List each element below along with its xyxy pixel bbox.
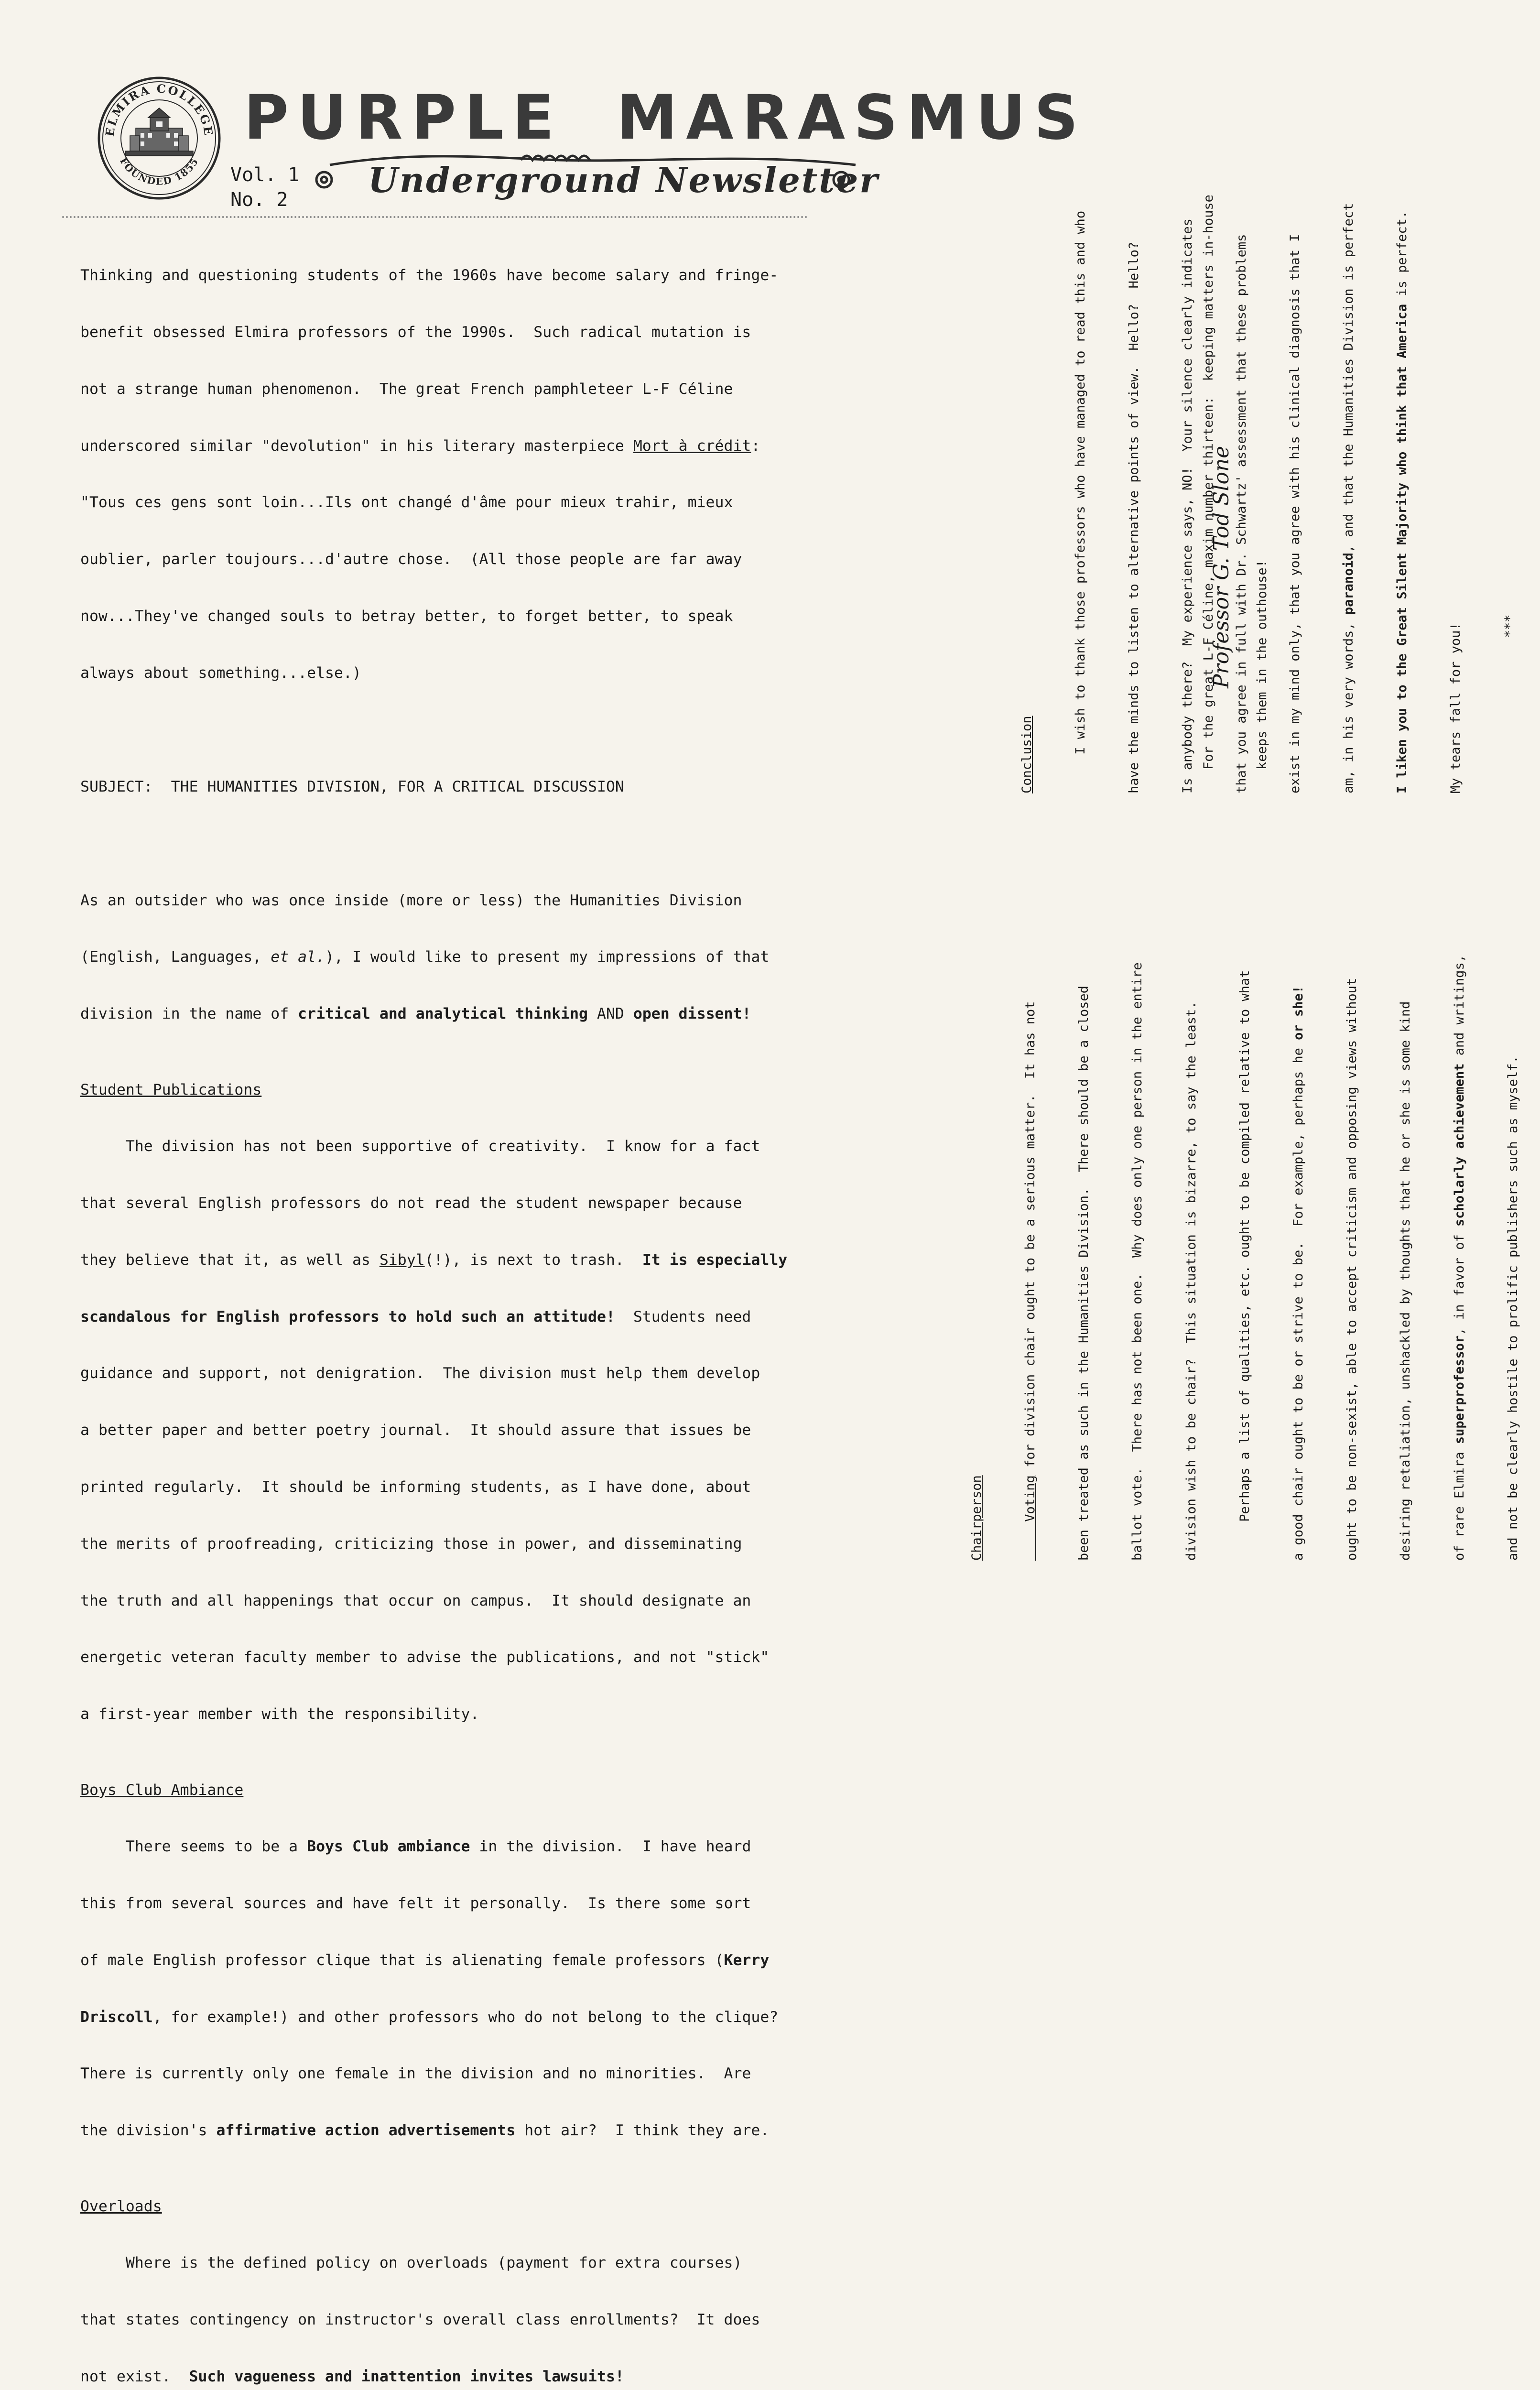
- body-line: that states contingency on instructor's overall class enrollments? It does: [80, 2311, 760, 2329]
- bold-text: Kerry: [724, 1951, 770, 1969]
- sibyl-title: Sibyl: [379, 1251, 425, 1269]
- text: they believe that it, as well as: [80, 1251, 380, 1269]
- body-line: [80, 1837, 826, 1857]
- heading-boys-club: Boys Club Ambiance: [80, 1781, 244, 1799]
- body-line: and not be clearly hostile to prolific publishers such as myself.: [1505, 1055, 1520, 1561]
- subject-line: SUBJECT: THE HUMANITIES DIVISION, FOR A CRITICAL DISCUSSION: [80, 778, 624, 795]
- text: a good chair ought to be or strive to be. For example, perhaps he: [1291, 1040, 1306, 1561]
- body-line: I wish to thank those professors who have managed to read this and who: [1073, 210, 1088, 793]
- text: and writings,: [1452, 955, 1467, 1064]
- intro-line: "Tous ces gens sont loin...Ils ont changé d'âme pour mieux trahir, mieux: [80, 494, 733, 511]
- body-line: that you agree in full with Dr. Schwartz' assessment that these problems: [1234, 234, 1249, 793]
- body-line: Perhaps a list of qualities, etc. ought to be compiled relative to what: [1237, 970, 1252, 1561]
- bold-text: It is especially: [642, 1251, 788, 1269]
- text: of rare Elmira: [1452, 1444, 1467, 1561]
- body-line: My tears fall for you!: [1448, 622, 1464, 793]
- bold-text: scandalous for English professors to hold such an attitude!: [80, 1308, 615, 1325]
- text: in the division. I have heard: [470, 1838, 751, 1856]
- body-line: a better paper and better poetry journal. It should assure that issues be: [80, 1422, 751, 1439]
- body-line: [80, 1251, 826, 1270]
- et-al: et al.: [271, 948, 325, 966]
- body-line: [80, 1951, 826, 1970]
- body-line: [80, 1308, 826, 1327]
- body-line: There is currently only one female in the division and no minorities. Are: [80, 2065, 751, 2083]
- text: AND: [588, 1005, 633, 1023]
- body-line: energetic veteran faculty member to advise the publications, and not "stick": [80, 1649, 770, 1666]
- body-line: [1021, 805, 1039, 1561]
- body-line: Where is the defined policy on overloads (payment for extra courses): [80, 2254, 742, 2272]
- body-line: ballot vote. There has not been one. Why does only one person in the entire: [1130, 962, 1145, 1561]
- body-line: been treated as such in the Humanities Division. There should be a closed: [1076, 986, 1092, 1561]
- bold-text: open dissent!: [633, 1005, 751, 1023]
- body-line: [80, 2008, 826, 2027]
- intro-line: oublier, parler toujours...d'autre chose. (All those people are far away: [80, 551, 742, 568]
- subtitle: Underground Newsletter: [368, 160, 879, 200]
- text: (!), is next to trash.: [424, 1251, 642, 1269]
- svg-text:FOUNDED 1855: [118, 156, 201, 187]
- bold-text: paranoid: [1341, 553, 1356, 615]
- body-line: guidance and support, not denigration. The division must help them develop: [80, 1365, 760, 1382]
- chairperson-column: [932, 805, 1540, 1561]
- text: of male English professor clique that is alienating female professors (: [80, 1951, 724, 1969]
- seal-text-bottom: FOUNDED 1855: [118, 155, 201, 187]
- header-divider: [62, 216, 808, 218]
- intro-line: not a strange human phenomenon. The great French pamphleteer L-F Céline: [80, 380, 733, 398]
- body-line: [80, 2121, 826, 2140]
- bold-text: I liken you to the Great Silent Majority who think that America: [1395, 304, 1410, 793]
- body-line: [1451, 805, 1468, 1561]
- body-line: have the minds to listen to alternative points of view. Hello? Hello?: [1127, 241, 1142, 793]
- volume-number: [230, 163, 300, 212]
- bold-text: Boys Club ambiance: [307, 1838, 470, 1856]
- elmira-college-seal: [97, 76, 222, 201]
- text: the division's: [80, 2122, 217, 2140]
- bold-text: Such vagueness and inattention invites lawsuits!: [189, 2368, 624, 2385]
- text: ), I would like to present my impressions of that: [325, 948, 770, 966]
- intro-line: [80, 437, 826, 456]
- text: not exist.: [80, 2368, 189, 2385]
- text: There seems to be a: [80, 1838, 307, 1856]
- text: hot air? I think they are.: [515, 2122, 770, 2140]
- heading-chairperson: Chairperson: [969, 1475, 984, 1561]
- body-line: exist in my mind only, that you agree with his clinical diagnosis that I: [1287, 234, 1302, 793]
- bold-text: superprofessor: [1452, 1335, 1467, 1445]
- signature: Professor G. Tod Slone: [1209, 445, 1234, 688]
- intro-line: Thinking and questioning students of the 1960s have become salary and fringe-: [80, 267, 779, 284]
- volume: Vol. 1: [230, 164, 300, 186]
- body-line: ought to be non-sexist, able to accept criticism and opposing views without: [1345, 978, 1360, 1561]
- bold-text: critical and analytical thinking: [298, 1005, 588, 1023]
- body-line: [80, 2368, 826, 2387]
- title-word-marasmus: MARASMUS: [617, 82, 1087, 153]
- building-icon: [125, 108, 193, 156]
- body-line: division wish to be chair? This situation is bizarre, to say the least.: [1183, 1001, 1199, 1561]
- heading-student-publications: Student Publications: [80, 1081, 262, 1098]
- text: Voting: [1023, 1475, 1038, 1561]
- colon: :: [751, 437, 760, 455]
- outsider-line: As an outsider who was once inside (more or less) the Humanities Division: [80, 891, 742, 909]
- section-stars: ***: [1502, 614, 1517, 638]
- bold-text: Driscoll: [80, 2008, 153, 2026]
- issue-number: No. 2: [230, 189, 288, 211]
- bold-text: or she!: [1291, 986, 1306, 1040]
- body-line: Is anybody there? My experience says, NO! Your silence clearly indicates: [1180, 218, 1195, 793]
- newsletter-title: [225, 67, 1087, 225]
- intro-text: underscored similar "devolution" in his literary masterpiece: [80, 437, 633, 455]
- intro-line: now...They've changed souls to betray better, to forget better, to speak: [80, 607, 733, 625]
- body-line: the truth and all happenings that occur on campus. It should designate an: [80, 1592, 751, 1609]
- body-line: the merits of proofreading, criticizing those in power, and disseminating: [80, 1535, 742, 1553]
- text: am, in his very words,: [1341, 615, 1356, 793]
- body-line: [1290, 805, 1307, 1561]
- text: (English, Languages,: [80, 948, 271, 966]
- book-title: Mort à crédit: [633, 437, 751, 455]
- text: for division chair ought to be a serious matter. It has not: [1023, 1001, 1038, 1476]
- intro-line: always about something...else.): [80, 664, 361, 682]
- body-line: The division has not been supportive of creativity. I know for a fact: [80, 1138, 760, 1155]
- body-line: desiring retaliation, unshackled by thoughts that he or she is some kind: [1398, 1001, 1413, 1561]
- main-column: [80, 228, 826, 2390]
- footer-line: For the great L-F Céline, maxim number thirteen: keeping matters in-house: [1201, 195, 1216, 770]
- text: , for example!) and other professors who do not belong to the clique?: [152, 2008, 779, 2026]
- text: , and that the Humanities Division is perfect: [1341, 203, 1356, 553]
- body-line: a first-year member with the responsibility.: [80, 1706, 479, 1723]
- text: Students need: [615, 1308, 751, 1325]
- outsider-line: [80, 1005, 826, 1024]
- title-word-purple: PURPLE: [244, 82, 563, 153]
- heading-conclusion: Conclusion: [1019, 716, 1034, 793]
- text: division in the name of: [80, 1005, 298, 1023]
- bold-text: affirmative action advertisements: [216, 2122, 516, 2140]
- bold-text: scholarly achievement: [1452, 1063, 1467, 1227]
- body-line: that several English professors do not read the student newspaper because: [80, 1195, 742, 1212]
- seal-text-top: ELMIRA COLLEGE: [102, 81, 216, 138]
- footer-line: keeps them in the outhouse!: [1255, 560, 1270, 770]
- body-line: printed regularly. It should be informing students, as I have done, about: [80, 1478, 751, 1496]
- body-line: [1393, 48, 1411, 793]
- body-line: this from several sources and have felt it personally. Is there some sort: [80, 1895, 751, 1912]
- text: , in favor of: [1452, 1227, 1467, 1336]
- body-line: [1340, 48, 1357, 793]
- text: is perfect.: [1395, 210, 1410, 304]
- intro-line: benefit obsessed Elmira professors of the 1990s. Such radical mutation is: [80, 323, 751, 341]
- outsider-line: [80, 948, 826, 967]
- heading-overloads: Overloads: [80, 2197, 162, 2215]
